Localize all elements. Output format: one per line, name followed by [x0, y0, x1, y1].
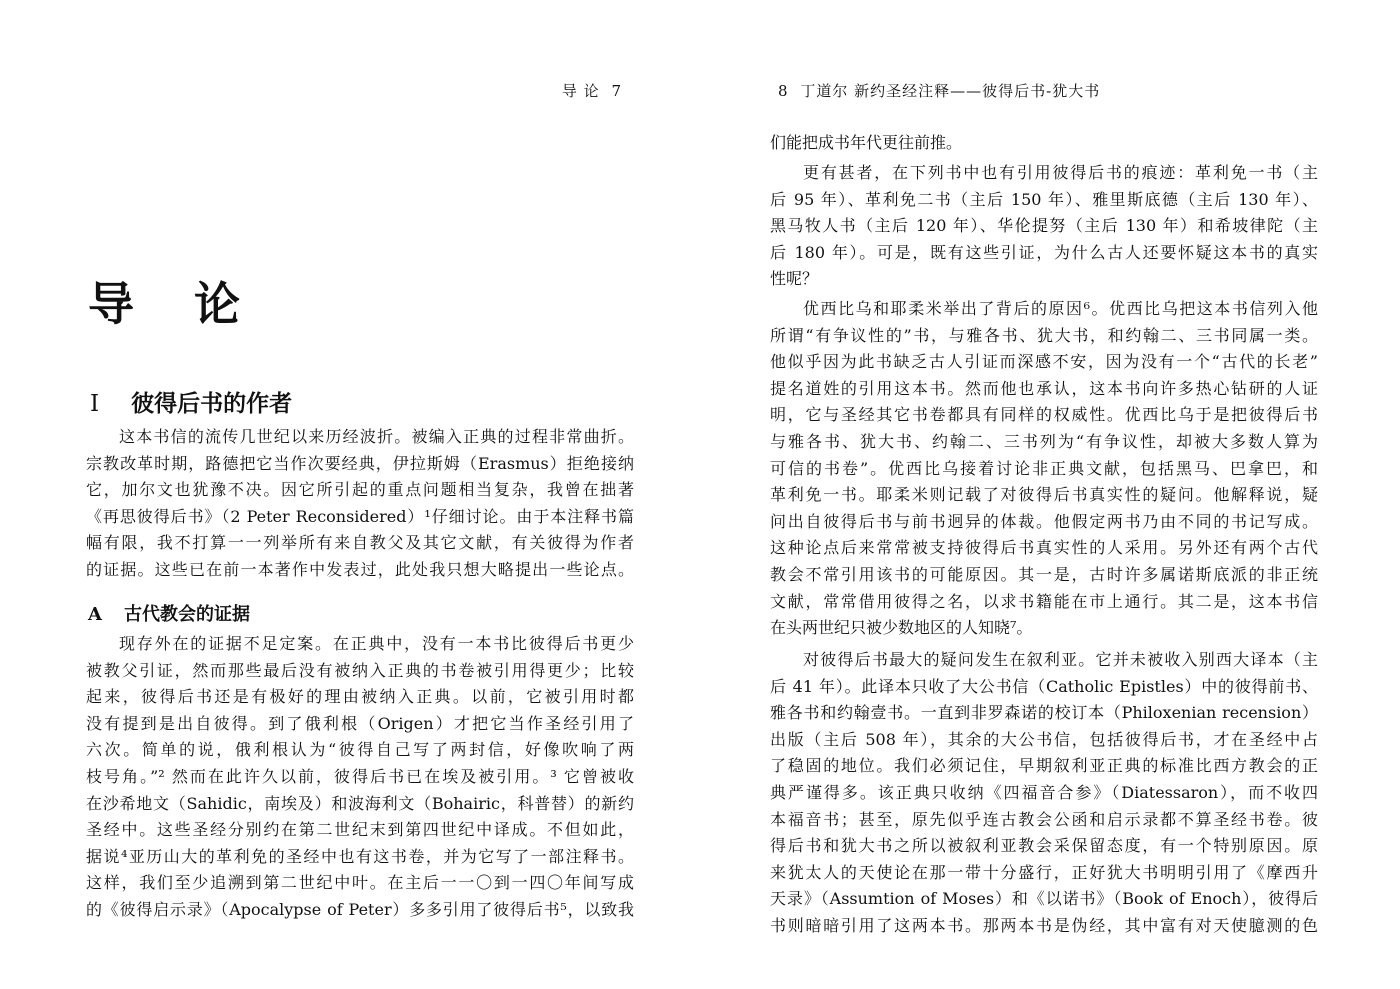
text-line: 后 95 年）、革利免二书（主后 150 年）、雅里斯底德（主后 130 年）、 [770, 189, 1318, 209]
text-line: 书则暗暗引用了这两本书。那两本书是伪经，其中富有对天使臆测的色 [770, 915, 1318, 935]
text-line: 在头两世纪只被少数地区的人知晓⁷。 [770, 618, 1033, 638]
text-line: 他似乎因为此书缺乏古人引证而深感不安，因为没有一个“古代的长老” [770, 352, 1318, 372]
text-line: 教会不常引用该书的可能原因。其一是，古时许多属诺斯底派的非正统 [770, 564, 1318, 584]
text-line: 与雅各书、犹大书、约翰二、三书列为“有争议性，却被大多数人算为 [770, 431, 1318, 451]
text-line: 更有甚者，在下列书中也有引用彼得后书的痕迹：革利免一书（主 [803, 163, 1318, 182]
text-line: 本福音书；甚至，原先似乎连古教会公函和启示录都不算圣经书卷。彼 [770, 809, 1318, 829]
page-number: 8 [778, 82, 789, 100]
paragraph-3 [770, 130, 1318, 157]
header-title: 导 论 [561, 82, 600, 100]
text-line: 枝号角。”² 然而在此许久以前，彼得后书已在埃及被引用。³ 它曾被收 [86, 766, 634, 786]
text-line: 们能把成书年代更往前推。 [770, 133, 963, 152]
text-line: 天录》（Assumtion of Moses）和《以诺书》（Book of Enoch），彼得后 [770, 889, 1318, 909]
subsection-heading [88, 600, 250, 626]
text-line: 六次。简单的说，俄利根认为“彼得自己写了两封信，好像吹响了两 [86, 740, 634, 760]
text-line: 来犹太人的天使论在那一带十分盛行，正好犹大书明明引用了《摩西升 [770, 862, 1318, 882]
text-line: 据说⁴亚历山大的革利免的圣经中也有这书卷，并为它写了一部注释书。 [86, 846, 634, 866]
text-line: 雅各书和约翰壹书。一直到非罗森诺的校订本（Philoxenian recension） [770, 703, 1318, 723]
text-line: 幅有限，我不打算一一列举所有来自教父及其它文献，有关彼得为作者 [86, 533, 634, 553]
text-line: 圣经中。这些圣经分别约在第二世纪末到第四世纪中译成。不但如此， [86, 820, 634, 840]
paragraph-6 [770, 647, 1318, 940]
running-header-right [772, 80, 1100, 101]
text-line: 出版（主后 508 年），其余的大公书信，包括彼得后书，才在圣经中占 [770, 729, 1318, 749]
text-line: 的证据。这些已在前一本著作中发表过，此处我只想大略提出一些论点。 [86, 559, 634, 579]
text-line: 宗教改革时期，路德把它当作次要经典，伊拉斯姆（Erasmus）拒绝接纳 [86, 453, 634, 473]
right-page [700, 0, 1400, 989]
subsection-letter: A [88, 604, 102, 625]
subsection-title: 古代教会的证据 [123, 604, 250, 625]
text-line: 的《彼得启示录》（Apocalypse of Peter）多多引用了彼得后书⁵，以致我 [86, 899, 634, 919]
section-title: 彼得后书的作者 [131, 390, 293, 417]
running-header-left [562, 80, 628, 101]
section-number: I [90, 391, 100, 417]
text-line: 对彼得后书最大的疑问发生在叙利亚。它并未被收入别西大译本（主 [803, 650, 1318, 669]
text-line: 被教父引证，然而那些最后没有被纳入正典的书卷被引用得更少；比较 [86, 660, 634, 680]
text-line: 在沙希地文（Sahidic，南埃及）和波海利文（Bohairic，科普替）的新约 [86, 793, 634, 813]
paragraph-1 [86, 424, 634, 584]
text-line: 优西比乌和耶柔米举出了背后的原因⁶。优西比乌把这本书信列入他 [803, 299, 1318, 318]
text-line: 这样，我们至少追溯到第二世纪中叶。在主后一一〇到一四〇年间写成 [86, 873, 634, 893]
text-line: 黑马牧人书（主后 120 年）、华伦提努（主后 130 年）和希坡律陀（主 [770, 216, 1318, 236]
text-line: 后 180 年）。可是，既有这些引证，为什么古人还要怀疑这本书的真实 [770, 242, 1318, 262]
section-heading [90, 385, 292, 418]
header-series-title: 新约圣经注释——彼得后书-犹大书 [854, 82, 1101, 100]
text-line: 起来，彼得后书还是有极好的理由被纳入正典。以前，它被引用时都 [86, 687, 634, 707]
paragraph-4 [770, 160, 1318, 293]
text-line: 后 41 年）。此译本只收了大公书信（Catholic Epistles）中的彼得前书、 [770, 676, 1318, 696]
header-author: 丁道尔 [800, 82, 849, 100]
text-line: 所谓“有争议性的”书，与雅各书、犹大书，和约翰二、三书同属一类。 [770, 325, 1318, 345]
text-line: 明，它与圣经其它书卷都具有同样的权威性。优西比乌于是把彼得后书 [770, 405, 1318, 425]
paragraph-5 [770, 296, 1318, 642]
text-line: 问出自彼得后书与前书迥异的体裁。他假定两书乃由不同的书记写成。 [770, 511, 1318, 531]
chapter-title: 导 论 [88, 277, 263, 331]
text-line: 了稳固的地位。我们必须记住，早期叙利亚正典的标准比西方教会的正 [770, 756, 1318, 776]
text-line: 这种论点后来常常被支持彼得后书真实性的人采用。另外还有两个古代 [770, 538, 1318, 558]
text-line: 得后书和犹大书之所以被叙利亚教会采保留态度，有一个特别原因。原 [770, 836, 1318, 856]
text-line: 革利免一书。耶柔米则记载了对彼得后书真实性的疑问。他解释说，疑 [770, 485, 1318, 505]
paragraph-2 [86, 631, 634, 924]
text-line: 提名道姓的引用这本书。然而他也承认，这本书向许多热心钻研的人证 [770, 378, 1318, 398]
text-line: 《再思彼得后书》（2 Peter Reconsidered）¹仔细讨论。由于本注释书篇 [86, 506, 634, 526]
page-number: 7 [611, 82, 622, 100]
text-line: 它，加尔文也犹豫不决。因它所引起的重点问题相当复杂，我曾在拙著 [86, 480, 634, 500]
text-line: 没有提到是出自彼得。到了俄利根（Origen）才把它当作圣经引用了 [86, 713, 634, 733]
text-line: 性呢？ [770, 269, 819, 289]
text-line: 现存外在的证据不足定案。在正典中，没有一本书比彼得后书更少 [119, 634, 634, 653]
text-line: 这本书信的流传几世纪以来历经波折。被编入正典的过程非常曲折。 [119, 427, 634, 446]
text-line: 典严谨得多。该正典只收纳《四福音合参》（Diatessaron），而不收四 [770, 782, 1318, 802]
text-line: 文献，常常借用彼得之名，以求书籍能在市上通行。其二是，这本书信 [770, 591, 1318, 611]
text-line: 可信的书卷”。优西比乌接着讨论非正典文献，包括黑马、巴拿巴，和 [770, 458, 1318, 478]
